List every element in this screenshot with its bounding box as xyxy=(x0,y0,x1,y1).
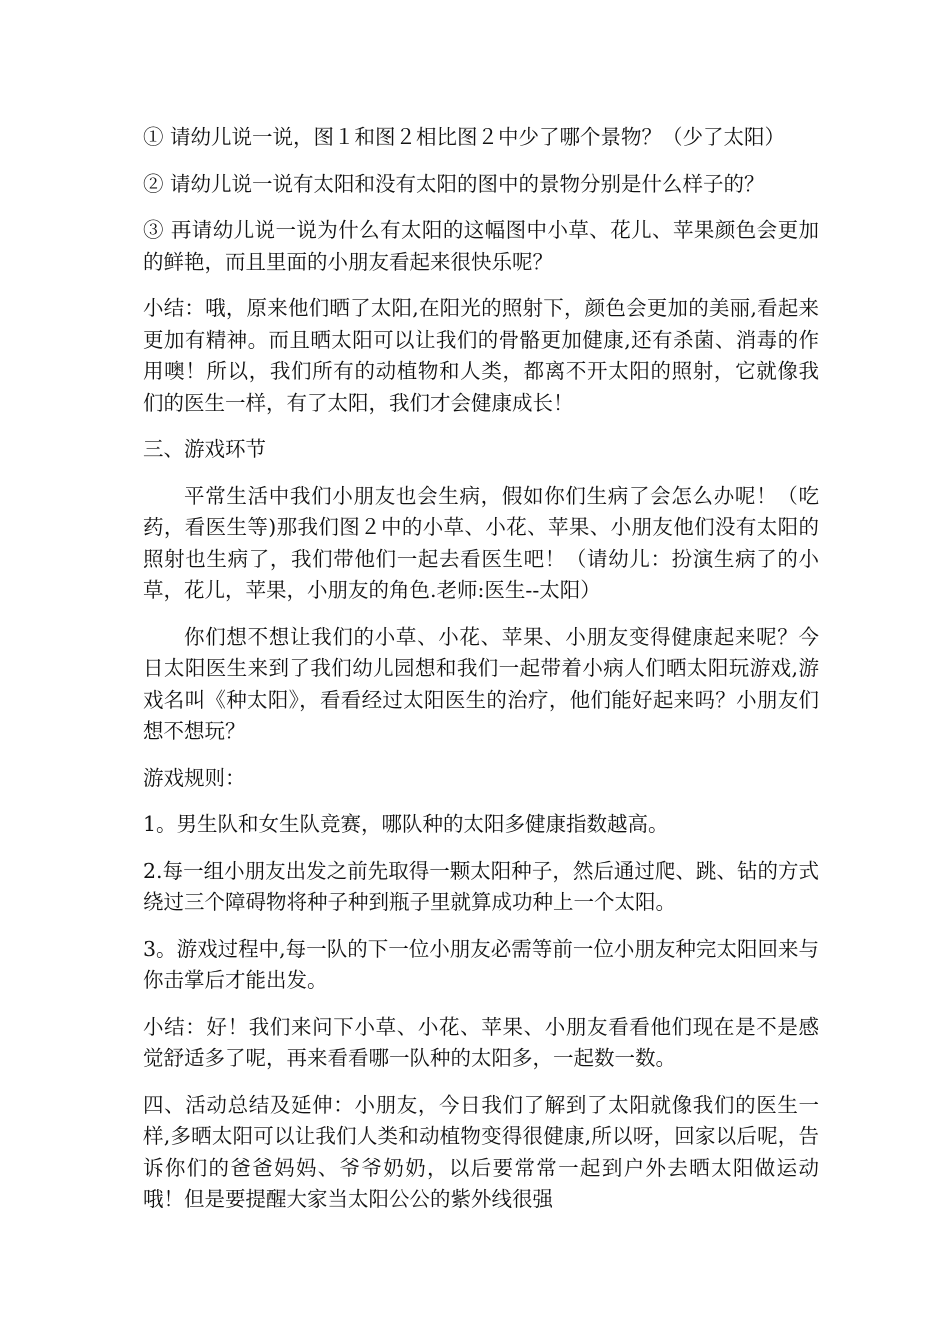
rule-2: 2.每一组小朋友出发之前先取得一颗太阳种子，然后通过爬、跳、钻的方式绕过三个障碍物将种子种到瓶子里就算成功种上一个太阳。 xyxy=(143,858,819,914)
document-body xyxy=(143,122,819,1231)
rule-1: 1。男生队和女生队竞赛，哪队种的太阳多健康指数越高。 xyxy=(143,812,669,836)
section-activity-summary: 四、活动总结及延伸：小朋友，今日我们了解到了太阳就像我们的医生一样,多晒太阳可以让我们人类和动植物变得很健康,所以呀，回家以后呢，告诉你们的爸爸妈妈、爷爷奶奶，以后要常常一起到户外去晒太阳做运动哦！但是要提醒大家当太阳公公的紫外线很强 xyxy=(143,1092,819,1211)
summary-2: 小结：好！我们来问下小草、小花、苹果、小朋友看看他们现在是不是感觉舒适多了呢，再来看看哪一队种的太阳多，一起数一数。 xyxy=(143,1014,819,1070)
summary-1: 小结：哦，原来他们晒了太阳,在阳光的照射下，颜色会更加的美丽,看起来更加有精神。而且晒太阳可以让我们的骨骼更加健康,还有杀菌、消毒的作用噢！所以，我们所有的动植物和人类，都离不开太阳的照射，它就像我们的医生一样，有了太阳，我们才会健康成长！ xyxy=(143,296,819,415)
rule-3: 3。游戏过程中,每一队的下一位小朋友必需等前一位小朋友种完太阳回来与你击掌后才能出发。 xyxy=(143,936,819,992)
game-invite-paragraph: 你们想不想让我们的小草、小花、苹果、小朋友变得健康起来呢？今日太阳医生来到了我们幼儿园想和我们一起带着小病人们晒太阳玩游戏,游戏名叫《种太阳》，看看经过太阳医生的治疗，他们能好起来吗？小朋友们想不想玩？ xyxy=(143,624,819,743)
question-2: ② 请幼儿说一说有太阳和没有太阳的图中的景物分别是什么样子的？ xyxy=(143,171,765,196)
rules-heading: 游戏规则： xyxy=(143,765,246,790)
game-intro-paragraph: 平常生活中我们小朋友也会生病，假如你们生病了会怎么办呢！（吃药，看医生等)那我们图２中的小草、小花、苹果、小朋友他们没有太阳的照射也生病了，我们带他们一起去看医生吧！（请幼儿：扮演生病了的小草，花儿，苹果，小朋友的角色.老师:医生--太阳） xyxy=(143,483,819,602)
section-heading-game: 三、游戏环节 xyxy=(143,437,266,461)
question-1: ① 请幼儿说一说，图１和图２相比图２中少了哪个景物？（少了太阳） xyxy=(143,125,786,149)
question-3: ③ 再请幼儿说一说为什么有太阳的这幅图中小草、花儿、苹果颜色会更加的鲜艳，而且里面的小朋友看起来很快乐呢？ xyxy=(143,218,819,274)
